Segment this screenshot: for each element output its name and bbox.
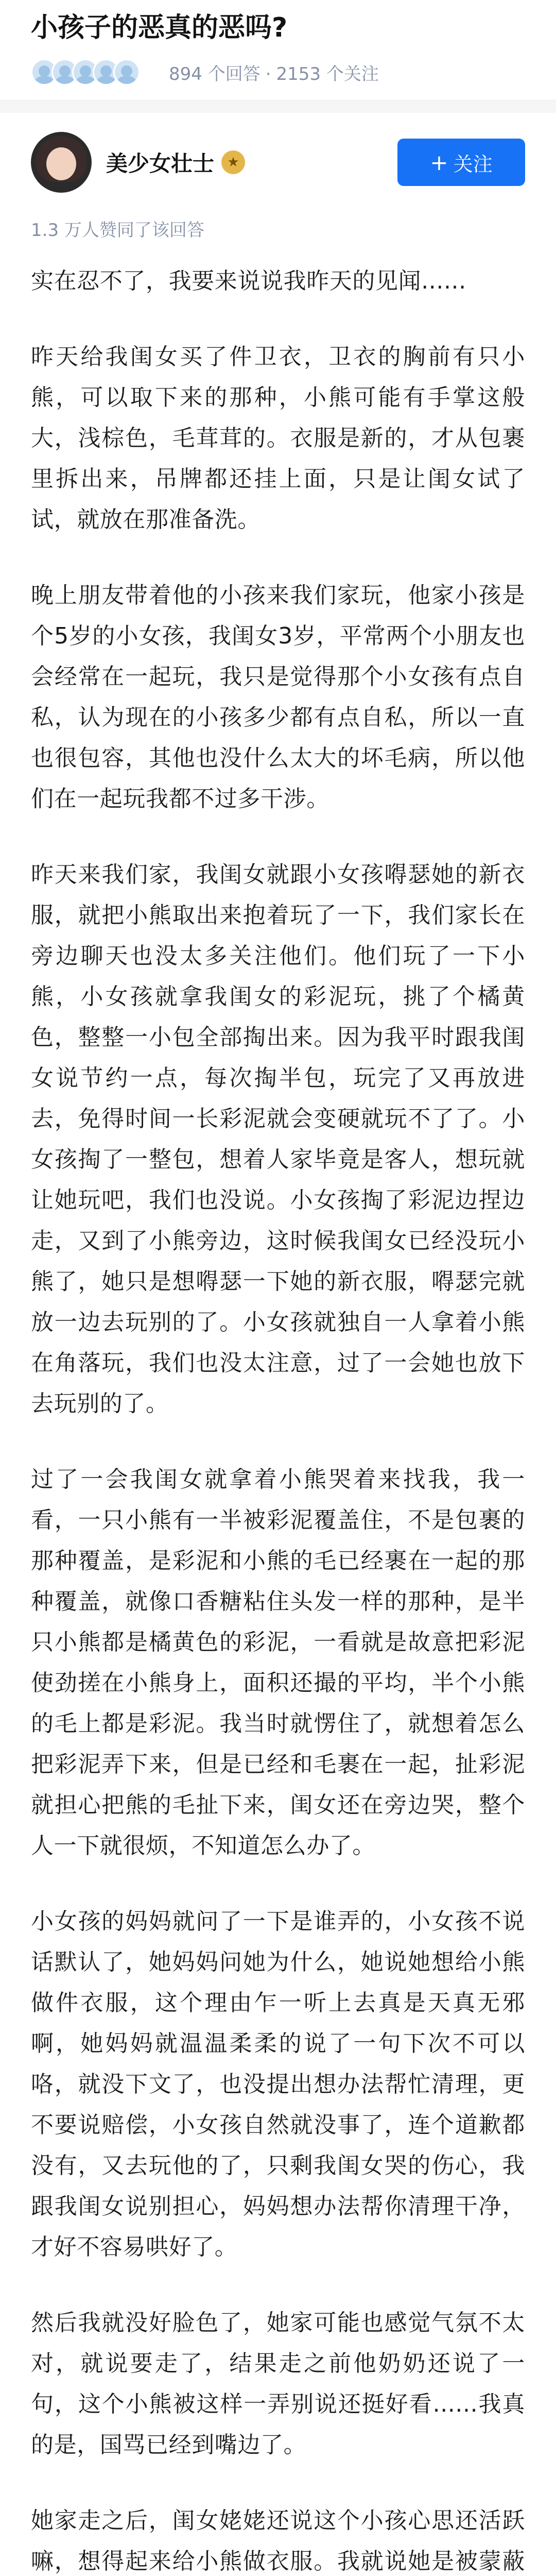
endorsement-count: 1.3 万人赞同了该回答: [31, 220, 204, 241]
author-row: [0, 113, 556, 193]
follower-avatar: [113, 59, 140, 86]
follow-button[interactable]: [397, 139, 525, 186]
stats-separator: ·: [265, 63, 271, 84]
question-meta: [31, 59, 525, 86]
answer-paragraph: 然后我就没好脸色了，她家可能也感觉气氛不太对，就说要走了，结果走之前他奶奶还说了一句，这个小熊被这样一弄别说还挺好看......我真的是，国骂已经到嘴边了。: [31, 2310, 525, 2458]
answer-paragraph: 昨天来我们家，我闺女就跟小女孩嘚瑟她的新衣服，就把小熊取出来抱着玩了一下，我们家长在旁边聊天也没太多关注他们。他们玩了一下小熊，小女孩就拿我闺女的彩泥玩，挑了个橘黄色，整整一小包全部掏出来。因为我平时跟我闺女说节约一点，每次掏半包，玩完了又再放进去，免得时间一长彩泥就会变硬就玩不了了。小女孩掏了一整包，想着人家毕竟是客人，想玩就让她玩吧，我们也没说。小女孩掏了彩泥边捏边走，又到了小熊旁边，这时候我闺女已经没玩小熊了，她只是想嘚瑟一下她的新衣服，嘚瑟完就放一边去玩别的了。小女孩就独自一人拿着小熊在角落玩，我们也没太注意，过了一会她也放下去玩别的了。: [31, 861, 525, 1417]
answer-body: [0, 241, 556, 2576]
answer-paragraph: 她家走之后，闺女姥姥还说这个小孩心思还活跃嘛，想得起来给小熊做衣服。我就说她是被蒙蔽: [31, 2507, 525, 2574]
author-name[interactable]: 美少女壮士: [106, 151, 215, 176]
answer-paragraph: 昨天给我闺女买了件卫衣，卫衣的胸前有只小熊，可以取下来的那种，小熊可能有手掌这般大，浅棕色，毛茸茸的。衣服是新的，才从包裹里拆出来，吊牌都还挂上面，只是让闺女试了试，就放在那准备洗。: [31, 344, 525, 533]
author-avatar[interactable]: [31, 132, 92, 193]
answer-paragraph: 实在忍不了，我要来说说我昨天的见闻......: [31, 268, 466, 294]
question-title[interactable]: 小孩子的恶真的恶吗?: [31, 12, 288, 43]
question-header: [0, 0, 556, 86]
question-stats: [169, 60, 379, 85]
follow-button-label: 关注: [453, 152, 493, 176]
plus-icon: +: [430, 149, 448, 175]
answer-count[interactable]: 894 个回答: [169, 63, 260, 84]
answer-paragraph: 过了一会我闺女就拿着小熊哭着来找我，我一看，一只小熊有一半被彩泥覆盖住，不是包裹的那种覆盖，是彩泥和小熊的毛已经裹在一起的那种覆盖，就像口香糖粘住头发一样的那种，是半只小熊都是橘黄色的彩泥，一看就是故意把彩泥使劲搓在小熊身上，面积还撮的平均，半个小熊的毛上都是彩泥。我当时就愣住了，就想着怎么把彩泥弄下来，但是已经和毛裹在一起，扯彩泥就担心把熊的毛扯下来，闺女还在旁边哭，整个人一下就很烦，不知道怎么办了。: [31, 1466, 525, 1859]
section-divider: [0, 100, 556, 113]
answer-paragraph: 晚上朋友带着他的小孩来我们家玩，他家小孩是个5岁的小女孩，我闺女3岁，平常两个小朋友也会经常在一起玩，我只是觉得那个小女孩有点自私，认为现在的小孩多少都有点自私，所以一直也很包容，其他也没什么太大的坏毛病，所以他们在一起玩我都不过多干涉。: [31, 582, 525, 812]
answer-paragraph: 小女孩的妈妈就问了一下是谁弄的，小女孩不说话默认了，她妈妈问她为什么，她说她想给小熊做件衣服，这个理由乍一听上去真是天真无邪啊，她妈妈就温温柔柔的说了一句下次不可以咯，就没下文了，也没提出想办法帮忙清理，更不要说赔偿，小女孩自然就没事了，连个道歉都没有，又去玩他的了，只剩我闺女哭的伤心，我跟我闺女说别担心，妈妈想办法帮你清理干净，才好不容易哄好了。: [31, 1908, 525, 2260]
follower-count: 2153 个关注: [276, 63, 379, 84]
gold-medal-icon: ★: [221, 150, 245, 174]
follower-avatars: [31, 59, 160, 86]
